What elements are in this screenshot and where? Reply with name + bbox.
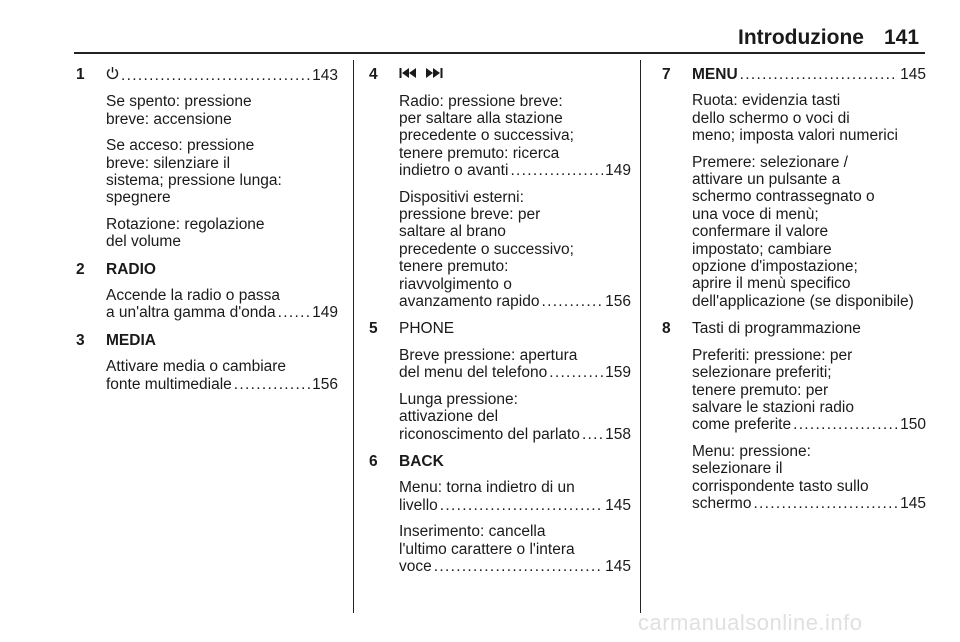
- page-reference[interactable]: 150: [900, 416, 926, 434]
- watermark: carmanualsonline.info: [638, 610, 863, 635]
- reference-text: livello: [399, 496, 438, 514]
- reference-line: [399, 426, 631, 443]
- item-title: MEDIA: [106, 331, 156, 349]
- item-number: 7: [662, 66, 671, 83]
- dot-leader: [440, 497, 603, 514]
- previous-track-icon: [399, 66, 417, 83]
- paragraph: Dispositivi esterni: pressione breve: per saltare al brano precedente o successivo; tenere premuto: riavvolgimento o: [399, 188, 574, 293]
- item-number: 6: [369, 452, 378, 470]
- reference-line: [692, 416, 926, 433]
- list-item: [662, 320, 926, 512]
- reference-text: fonte multimediale: [106, 375, 232, 393]
- page-reference[interactable]: 156: [312, 375, 338, 393]
- page-reference[interactable]: 149: [605, 162, 631, 180]
- dot-leader: [278, 304, 310, 321]
- item-header: [399, 66, 631, 84]
- dot-leader: [510, 162, 603, 179]
- reference-text: voce: [399, 557, 432, 575]
- page-reference[interactable]: 145: [900, 494, 926, 512]
- item-number: 4: [369, 66, 378, 83]
- reference-text: del menu del telefono: [399, 364, 548, 382]
- page-number: 141: [884, 26, 920, 49]
- reference-line: [399, 364, 631, 381]
- page-reference[interactable]: 158: [605, 425, 631, 443]
- page-header-title: Introduzione: [738, 26, 864, 49]
- reference-text: riconoscimento del parlato: [399, 425, 580, 443]
- item-header: [692, 66, 926, 83]
- column-1: [76, 66, 338, 403]
- paragraph: Ruota: evidenzia tasti dello schermo o voci di meno; imposta valori numerici: [692, 92, 898, 145]
- item-title: MENU: [692, 66, 738, 83]
- paragraph: Se acceso: pressione breve: silenziare il sistema; pressione lunga: spegnere: [106, 137, 282, 207]
- power-icon: [106, 66, 119, 84]
- item-number: 5: [369, 320, 378, 338]
- page-reference[interactable]: 145: [900, 66, 926, 83]
- list-item: [369, 453, 631, 575]
- paragraph: Premere: selezionare / attivare un pulsante a schermo contrassegnato o una voce di menù; confermare il valore impostato; cambiare opzione d'impostazione; aprire il menù specifico dell'applicazione (se disponibile): [692, 153, 914, 310]
- reference-line: [399, 497, 631, 514]
- header-rule: [74, 52, 925, 54]
- dot-leader: [234, 376, 310, 393]
- paragraph: Menu: pressione: selezionare il corrispondente tasto sullo: [692, 442, 869, 495]
- paragraph: Se spento: pressione breve: accensione: [106, 93, 252, 128]
- paragraph: Radio: pressione breve: per saltare alla stazione precedente o successiva; tenere premuto: ricerca: [399, 92, 574, 162]
- next-track-icon: [425, 66, 443, 83]
- item-title: PHONE: [399, 320, 455, 338]
- page-reference[interactable]: 149: [312, 304, 338, 322]
- list-item: [369, 66, 631, 310]
- page-reference[interactable]: 145: [605, 496, 631, 514]
- paragraph: Accende la radio o passa: [106, 287, 281, 305]
- reference-line: [399, 162, 631, 179]
- page-reference[interactable]: 156: [605, 293, 631, 311]
- paragraph: Menu: torna indietro di un: [399, 479, 575, 497]
- list-item: [369, 320, 631, 442]
- reference-line: [106, 304, 338, 321]
- dot-leader: [434, 558, 603, 575]
- page-reference[interactable]: 159: [605, 364, 631, 382]
- item-title: Tasti di programmazione: [692, 320, 861, 338]
- item-number: 1: [76, 66, 85, 83]
- item-title: BACK: [399, 452, 444, 470]
- reference-text: indietro o avanti: [399, 162, 509, 180]
- page-reference[interactable]: 145: [605, 557, 631, 575]
- item-header: [106, 66, 338, 84]
- dot-leader: [582, 426, 603, 443]
- paragraph: Preferiti: pressione: per selezionare preferiti; tenere premuto: per salvare le stazioni radio: [692, 346, 854, 416]
- reference-line: [399, 558, 631, 575]
- list-item: [76, 66, 338, 251]
- paragraph: Lunga pressione: attivazione del: [399, 390, 518, 426]
- item-number: 3: [76, 331, 85, 349]
- reference-text: come preferite: [692, 416, 792, 434]
- item-title: RADIO: [106, 260, 156, 278]
- item-number: 2: [76, 260, 85, 278]
- reference-text: schermo: [692, 494, 752, 512]
- reference-text: avanzamento rapido: [399, 293, 540, 311]
- paragraph: Attivare media o cambiare: [106, 358, 287, 376]
- dot-leader: [793, 416, 898, 433]
- dot-leader: [549, 364, 603, 381]
- column-2: [369, 66, 631, 585]
- reference-line: [399, 293, 631, 310]
- reference-line: [692, 495, 926, 512]
- dot-leader: [740, 66, 898, 83]
- paragraph: Rotazione: regolazione del volume: [106, 215, 265, 251]
- column-3: [662, 66, 926, 522]
- dot-leader: [753, 495, 898, 512]
- column-divider-left: [353, 60, 354, 613]
- page-reference[interactable]: 143: [312, 67, 338, 84]
- list-item: [76, 332, 338, 393]
- reference-text: a un'altra gamma d'onda: [106, 304, 276, 322]
- column-divider-right: [640, 60, 641, 613]
- reference-line: [106, 376, 338, 393]
- item-number: 8: [662, 320, 671, 338]
- dot-leader: [541, 293, 603, 310]
- dot-leader: [121, 67, 310, 84]
- list-item: [76, 261, 338, 322]
- list-item: [662, 66, 926, 310]
- paragraph: Breve pressione: apertura: [399, 346, 578, 364]
- paragraph: Inserimento: cancella l'ultimo carattere o l'intera: [399, 523, 575, 558]
